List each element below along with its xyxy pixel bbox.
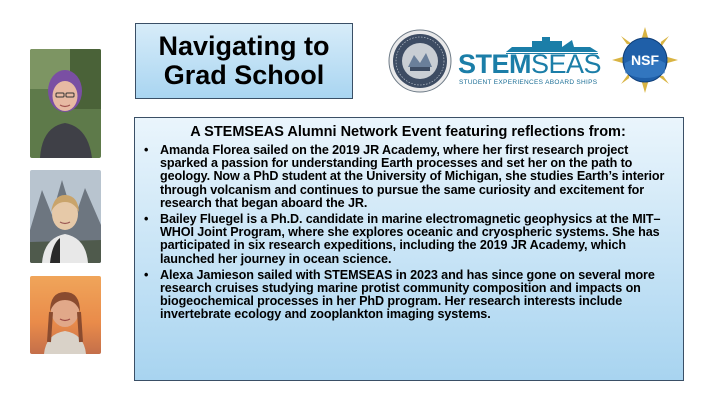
nsf-logo [612,27,678,93]
nsf-logo-text: NSF [631,52,659,68]
event-heading: A STEMSEAS Alumni Network Event featuring reflections from: [190,124,626,140]
bullet-marker: • [144,143,149,157]
stemseas-tagline: STUDENT EXPERIENCES ABOARD SHIPS [459,79,598,86]
logo-strip [388,26,688,96]
portrait-photo-bailey [30,170,101,263]
title-box [135,23,353,99]
bio-text: Alexa Jamieson sailed with STEMSEAS in 2023 and has since gone on several more research cruises studying marine protist community composition and impacts on biogeochemical processes in her PhD program. Her research interests include invertebrate ecology and zooplankton imaging systems. [160,267,655,322]
bullet-marker: • [144,212,149,227]
stemseas-word-stem: STEM [458,49,532,79]
university-seal-logo [388,29,452,93]
bio-list [143,144,673,322]
portrait-photo-alexa [30,276,101,354]
bio-text: Amanda Florea sailed on the 2019 JR Academy, where her first research project sparked a passion for understanding Earth processes and set her on the path to geology. Now a PhD student at the University of Michigan, she studies Earth’s interior through volcanism and continues to pursue the same curiosity and excitement for research that began aboard the JR. [160,143,665,210]
bio-text: Bailey Fluegel is a Ph.D. candidate in marine electromagnetic geophysics at the MIT–WHOI Joint Program, where she explores oceanic and cryospheric systems. She has participated in six research expeditions, including the 2019 JR Academy, which launched her journey in ocean science. [160,212,661,266]
page-title: Navigating to Grad School [158,31,330,90]
bio-item-alexa [143,269,673,322]
bio-item-amanda [143,144,673,210]
stemseas-logo [458,36,618,90]
content-box [134,117,684,381]
portrait-photo-amanda [30,49,101,158]
bio-item-bailey [143,213,673,266]
stemseas-word-seas: SEAS [531,49,602,79]
bullet-marker: • [144,267,149,282]
